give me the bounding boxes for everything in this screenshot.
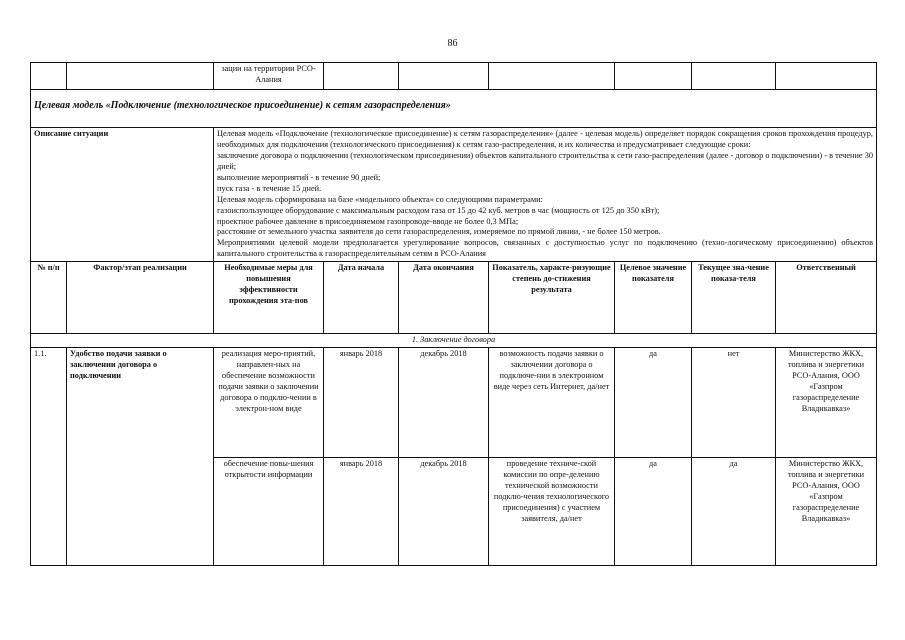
header-responsible: Ответственный: [776, 262, 877, 334]
cell-empty: [776, 63, 877, 90]
situation-line: заключение договора о подключении (технологическом присоединении) объектов капитального строительства к сети газо-распределения (далее - договор о подключении) - в течение 30 дней;: [217, 150, 873, 171]
row-indicator: возможность подачи заявки о заключении договора о подключе-нии в электронном виде через сеть Интернет, да/нет: [489, 348, 615, 458]
situation-line: Целевая модель «Подключение (технологическое присоединение) к сетям газораспределения» (далее - целевая модель) определяет порядок сокращения сроков прохождения процедур, необходимых для подключения (технологического присоединения) к сетям газо-распределения, и их количества и предусматривает следующие сроки:: [217, 129, 873, 149]
header-current: Текущее зна-чение показа-теля: [692, 262, 776, 334]
cell-empty: [67, 63, 214, 90]
situation-line: выполнение мероприятий - в течение 90 дней;: [217, 172, 381, 182]
cell-empty: [489, 63, 615, 90]
cell-empty: [399, 63, 489, 90]
row-target: да: [615, 458, 692, 566]
situation-row: [31, 128, 877, 262]
row-factor: Удобство подачи заявки о заключении договора о подключении: [67, 348, 214, 566]
section-title: 1. Заключение договора: [31, 334, 877, 348]
header-end: Дата окончания: [399, 262, 489, 334]
continuation-row: [31, 63, 877, 90]
row-responsible: Министерство ЖКХ, топлива и энергетики РСО-Алания, ООО «Газпром газораспределение Владикавказ»: [776, 348, 877, 458]
row-start: январь 2018: [324, 458, 399, 566]
situation-label: Описание ситуации: [31, 128, 214, 262]
table-row: [31, 348, 877, 458]
row-current: нет: [692, 348, 776, 458]
row-number: 1.1.: [31, 348, 67, 566]
situation-line: расстояние от земельного участка заявителя до сети газораспределения, измеряемое по прямой линии, - не более 150 метров.: [217, 227, 661, 237]
model-title-row: [31, 90, 877, 128]
cell-empty: [31, 63, 67, 90]
section-row: [31, 334, 877, 348]
row-end: декабрь 2018: [399, 458, 489, 566]
situation-line: газоиспользующее оборудование с максимальным расходом газа от 15 до 42 куб. метров в час (мощность от 125 до 350 кВт);: [217, 205, 660, 215]
situation-line: Целевая модель сформирована на базе «модельного объекта» со следующими параметрами:: [217, 194, 543, 204]
model-title: Целевая модель «Подключение (технологическое присоединение) к сетям газораспределения»: [31, 90, 877, 128]
measure-continuation: зации на территории РСО-Алания: [214, 63, 324, 90]
row-start: январь 2018: [324, 348, 399, 458]
page-number: 86: [447, 38, 458, 49]
header-factor: Фактор/этап реализации: [67, 262, 214, 334]
situation-line: Мероприятиями целевой модели предполагается урегулирование вопросов, связанных с доступностью услуг по подключению (техно-логическому присоединению) объектов капитального строительства к газораспределительным сетям в РСО-Алания: [217, 238, 873, 259]
table-header-row: [31, 262, 877, 334]
header-start: Дата начала: [324, 262, 399, 334]
header-target: Целевое значение показателя: [615, 262, 692, 334]
cell-empty: [324, 63, 399, 90]
row-measure: реализация меро-приятий, направлен-ных на обеспечение возможности подачи заявки о заключении договора о подклю-чении в электрон-ном виде: [214, 348, 324, 458]
header-num: № п/п: [31, 262, 67, 334]
cell-empty: [615, 63, 692, 90]
row-target: да: [615, 348, 692, 458]
row-end: декабрь 2018: [399, 348, 489, 458]
target-model-table: [30, 62, 877, 566]
header-measures: Необходимые меры для повышения эффективности прохождения эта-пов: [214, 262, 324, 334]
situation-line: пуск газа - в течение 15 дней.: [217, 183, 322, 193]
row-measure: обеспечение повы-шения открытости информации: [214, 458, 324, 566]
situation-line: проектное рабочее давление в присоединяемом газопроводе-вводе не более 0,3 МПа;: [217, 216, 519, 226]
row-indicator: проведение техниче-ской комиссии по опре-делению технической возможности подклю-чения технологического присоединения) с участием заявителя, да/нет: [489, 458, 615, 566]
situation-description: [214, 128, 877, 262]
header-indicator: Показатель, характе-ризующие степень до-стижения результата: [489, 262, 615, 334]
cell-empty: [692, 63, 776, 90]
row-responsible: Министерство ЖКХ, топлива и энергетики РСО-Алания, ООО «Газпром газораспределение Владикавказ»: [776, 458, 877, 566]
row-current: да: [692, 458, 776, 566]
